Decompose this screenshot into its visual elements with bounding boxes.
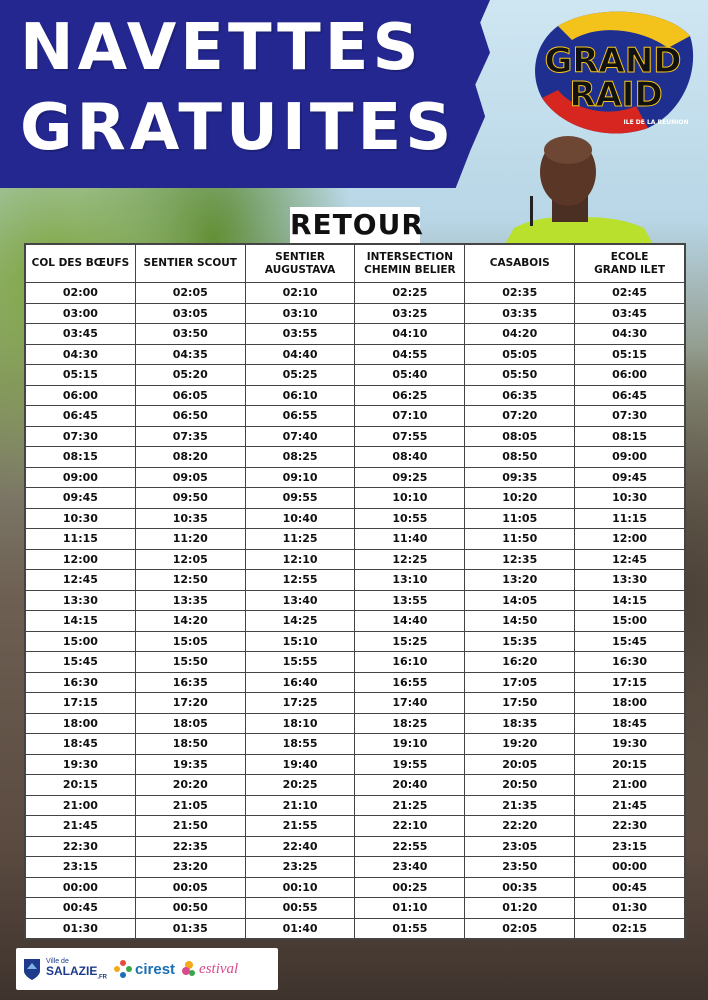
cirest-star-icon: [113, 958, 133, 980]
time-cell: 01:40: [245, 918, 355, 939]
time-cell: 17:15: [575, 672, 685, 693]
time-cell: 15:00: [575, 611, 685, 632]
table-row: [26, 693, 685, 714]
column-header: [355, 245, 465, 283]
time-cell: 20:50: [465, 775, 575, 796]
time-cell: 18:45: [26, 734, 136, 755]
time-cell: 18:45: [575, 713, 685, 734]
time-cell: 08:25: [245, 447, 355, 468]
time-cell: 02:15: [575, 918, 685, 939]
salazie-small-text: Ville de: [46, 957, 69, 965]
time-cell: 11:25: [245, 529, 355, 550]
table-row: [26, 283, 685, 304]
time-cell: 00:55: [245, 898, 355, 919]
time-cell: 02:25: [355, 283, 465, 304]
time-cell: 16:20: [465, 652, 575, 673]
time-cell: 05:25: [245, 365, 355, 386]
logo-line1: GRAND: [544, 41, 682, 81]
time-cell: 12:45: [575, 549, 685, 570]
time-cell: 00:35: [465, 877, 575, 898]
time-cell: 05:05: [465, 344, 575, 365]
time-cell: 14:40: [355, 611, 465, 632]
time-cell: 16:10: [355, 652, 465, 673]
time-cell: 18:25: [355, 713, 465, 734]
time-cell: 22:30: [26, 836, 136, 857]
time-cell: 11:50: [465, 529, 575, 550]
table-row: [26, 488, 685, 509]
time-cell: 07:20: [465, 406, 575, 427]
table-row: [26, 857, 685, 878]
time-cell: 13:30: [26, 590, 136, 611]
time-cell: 05:15: [26, 365, 136, 386]
time-cell: 00:50: [135, 898, 245, 919]
time-cell: 03:35: [465, 303, 575, 324]
time-cell: 22:35: [135, 836, 245, 857]
time-cell: 01:10: [355, 898, 465, 919]
table-row: [26, 467, 685, 488]
time-cell: 13:30: [575, 570, 685, 591]
time-cell: 07:10: [355, 406, 465, 427]
time-cell: 17:15: [26, 693, 136, 714]
page-title-line2: GRATUITES: [20, 91, 456, 165]
table-row: [26, 549, 685, 570]
time-cell: 08:40: [355, 447, 465, 468]
time-cell: 02:05: [465, 918, 575, 939]
time-cell: 06:45: [575, 385, 685, 406]
column-header-line: CASABOIS: [489, 257, 550, 270]
time-cell: 09:10: [245, 467, 355, 488]
time-cell: 06:50: [135, 406, 245, 427]
time-cell: 23:05: [465, 836, 575, 857]
table-row: [26, 570, 685, 591]
time-cell: 21:45: [26, 816, 136, 837]
time-cell: 17:40: [355, 693, 465, 714]
column-header: [135, 245, 245, 283]
salazie-name: SALAZIE: [46, 963, 98, 978]
time-cell: 09:35: [465, 467, 575, 488]
time-cell: 09:45: [26, 488, 136, 509]
time-cell: 06:45: [26, 406, 136, 427]
time-cell: 23:40: [355, 857, 465, 878]
time-cell: 00:00: [575, 857, 685, 878]
time-cell: 19:20: [465, 734, 575, 755]
time-cell: 03:10: [245, 303, 355, 324]
estival-logo: [181, 959, 238, 979]
time-cell: 06:35: [465, 385, 575, 406]
time-cell: 04:40: [245, 344, 355, 365]
table-header-row: [26, 245, 685, 283]
time-cell: 07:30: [575, 406, 685, 427]
time-cell: 00:00: [26, 877, 136, 898]
logo-tagline: ILE DE LA REUNION: [623, 119, 689, 126]
time-cell: 02:05: [135, 283, 245, 304]
time-cell: 18:00: [575, 693, 685, 714]
schedule-table: [25, 244, 685, 939]
time-cell: 03:50: [135, 324, 245, 345]
time-cell: 15:10: [245, 631, 355, 652]
cirest-name: cirest: [135, 960, 176, 978]
time-cell: 10:30: [575, 488, 685, 509]
time-cell: 21:45: [575, 795, 685, 816]
time-cell: 20:40: [355, 775, 465, 796]
time-cell: 02:35: [465, 283, 575, 304]
time-cell: 23:25: [245, 857, 355, 878]
time-cell: 18:50: [135, 734, 245, 755]
time-cell: 12:45: [26, 570, 136, 591]
table-row: [26, 324, 685, 345]
time-cell: 01:20: [465, 898, 575, 919]
column-header: [575, 245, 685, 283]
time-cell: 05:40: [355, 365, 465, 386]
column-header-line: ECOLE: [610, 250, 649, 263]
time-cell: 11:40: [355, 529, 465, 550]
column-header: [465, 245, 575, 283]
time-cell: 23:20: [135, 857, 245, 878]
table-row: [26, 508, 685, 529]
column-header-line: INTERSECTION: [366, 250, 454, 263]
table-row: [26, 816, 685, 837]
time-cell: 03:45: [26, 324, 136, 345]
time-cell: 19:10: [355, 734, 465, 755]
time-cell: 13:10: [355, 570, 465, 591]
time-cell: 14:15: [575, 590, 685, 611]
time-cell: 21:55: [245, 816, 355, 837]
time-cell: 19:35: [135, 754, 245, 775]
sponsor-footer: [16, 948, 278, 990]
time-cell: 21:35: [465, 795, 575, 816]
time-cell: 23:15: [26, 857, 136, 878]
time-cell: 16:30: [26, 672, 136, 693]
runner-illustration: [504, 136, 654, 246]
time-cell: 15:35: [465, 631, 575, 652]
time-cell: 01:55: [355, 918, 465, 939]
table-row: [26, 529, 685, 550]
time-cell: 15:45: [575, 631, 685, 652]
time-cell: 13:40: [245, 590, 355, 611]
time-cell: 03:25: [355, 303, 465, 324]
time-cell: 10:30: [26, 508, 136, 529]
time-cell: 17:50: [465, 693, 575, 714]
time-cell: 14:25: [245, 611, 355, 632]
table-row: [26, 877, 685, 898]
time-cell: 13:20: [465, 570, 575, 591]
time-cell: 10:40: [245, 508, 355, 529]
time-cell: 08:05: [465, 426, 575, 447]
time-cell: 04:30: [26, 344, 136, 365]
time-cell: 14:50: [465, 611, 575, 632]
time-cell: 15:25: [355, 631, 465, 652]
grand-raid-logo: [528, 6, 698, 138]
table-row: [26, 713, 685, 734]
table-row: [26, 590, 685, 611]
time-cell: 14:20: [135, 611, 245, 632]
time-cell: 12:35: [465, 549, 575, 570]
time-cell: 03:55: [245, 324, 355, 345]
time-cell: 02:45: [575, 283, 685, 304]
time-cell: 15:50: [135, 652, 245, 673]
time-cell: 18:10: [245, 713, 355, 734]
table-row: [26, 795, 685, 816]
time-cell: 22:10: [355, 816, 465, 837]
time-cell: 06:25: [355, 385, 465, 406]
time-cell: 23:50: [465, 857, 575, 878]
table-row: [26, 611, 685, 632]
time-cell: 09:00: [26, 467, 136, 488]
time-cell: 08:50: [465, 447, 575, 468]
time-cell: 21:00: [26, 795, 136, 816]
time-cell: 03:05: [135, 303, 245, 324]
time-cell: 09:00: [575, 447, 685, 468]
time-cell: 00:25: [355, 877, 465, 898]
time-cell: 14:15: [26, 611, 136, 632]
table-row: [26, 672, 685, 693]
time-cell: 21:00: [575, 775, 685, 796]
estival-name: estival: [199, 960, 239, 977]
table-row: [26, 447, 685, 468]
time-cell: 04:20: [465, 324, 575, 345]
column-header-line: AUGUSTAVA: [264, 263, 336, 276]
time-cell: 07:35: [135, 426, 245, 447]
table-row: [26, 652, 685, 673]
time-cell: 11:20: [135, 529, 245, 550]
time-cell: 22:55: [355, 836, 465, 857]
time-cell: 04:10: [355, 324, 465, 345]
column-header-line: COL DES BŒUFS: [31, 257, 130, 270]
time-cell: 19:40: [245, 754, 355, 775]
time-cell: 15:00: [26, 631, 136, 652]
table-row: [26, 426, 685, 447]
time-cell: 21:25: [355, 795, 465, 816]
time-cell: 05:15: [575, 344, 685, 365]
time-cell: 10:20: [465, 488, 575, 509]
time-cell: 20:20: [135, 775, 245, 796]
time-cell: 02:10: [245, 283, 355, 304]
time-cell: 09:25: [355, 467, 465, 488]
section-title: RETOUR: [290, 208, 424, 241]
time-cell: 18:55: [245, 734, 355, 755]
time-cell: 05:20: [135, 365, 245, 386]
time-cell: 16:55: [355, 672, 465, 693]
time-cell: 10:55: [355, 508, 465, 529]
time-cell: 22:30: [575, 816, 685, 837]
time-cell: 04:30: [575, 324, 685, 345]
salazie-suffix: .FR: [97, 974, 108, 981]
estival-flower-icon: [181, 959, 197, 979]
table-row: [26, 898, 685, 919]
time-cell: 22:40: [245, 836, 355, 857]
table-row: [26, 344, 685, 365]
time-cell: 06:00: [575, 365, 685, 386]
time-cell: 04:55: [355, 344, 465, 365]
table-row: [26, 836, 685, 857]
time-cell: 14:05: [465, 590, 575, 611]
time-cell: 03:00: [26, 303, 136, 324]
time-cell: 13:55: [355, 590, 465, 611]
time-cell: 06:00: [26, 385, 136, 406]
time-cell: 12:25: [355, 549, 465, 570]
time-cell: 11:15: [575, 508, 685, 529]
table-row: [26, 303, 685, 324]
time-cell: 18:00: [26, 713, 136, 734]
time-cell: 20:25: [245, 775, 355, 796]
time-cell: 06:55: [245, 406, 355, 427]
time-cell: 01:35: [135, 918, 245, 939]
time-cell: 16:30: [575, 652, 685, 673]
time-cell: 17:25: [245, 693, 355, 714]
time-cell: 11:05: [465, 508, 575, 529]
column-header-line: SENTIER: [275, 250, 325, 263]
time-cell: 06:05: [135, 385, 245, 406]
table-body: [26, 283, 685, 939]
time-cell: 09:45: [575, 467, 685, 488]
time-cell: 19:30: [575, 734, 685, 755]
cirest-logo: [113, 958, 175, 980]
time-cell: 04:35: [135, 344, 245, 365]
time-cell: 07:40: [245, 426, 355, 447]
time-cell: 19:55: [355, 754, 465, 775]
time-cell: 13:35: [135, 590, 245, 611]
time-cell: 22:20: [465, 816, 575, 837]
time-cell: 00:05: [135, 877, 245, 898]
time-cell: 03:45: [575, 303, 685, 324]
time-cell: 23:15: [575, 836, 685, 857]
time-cell: 15:45: [26, 652, 136, 673]
time-cell: 15:05: [135, 631, 245, 652]
time-cell: 08:15: [575, 426, 685, 447]
time-cell: 09:50: [135, 488, 245, 509]
column-header-line: SENTIER SCOUT: [143, 257, 237, 270]
salazie-crest-icon: [22, 957, 42, 981]
table-row: [26, 775, 685, 796]
time-cell: 18:35: [465, 713, 575, 734]
table-row: [26, 734, 685, 755]
column-header: [26, 245, 136, 283]
time-cell: 17:20: [135, 693, 245, 714]
logo-line2: RAID: [569, 75, 663, 115]
time-cell: 05:50: [465, 365, 575, 386]
time-cell: 08:20: [135, 447, 245, 468]
time-cell: 21:05: [135, 795, 245, 816]
time-cell: 02:00: [26, 283, 136, 304]
page-title-line1: NAVETTES: [20, 11, 423, 85]
time-cell: 12:10: [245, 549, 355, 570]
column-header-line: GRAND ILET: [594, 263, 666, 276]
time-cell: 10:35: [135, 508, 245, 529]
time-cell: 20:05: [465, 754, 575, 775]
time-cell: 12:50: [135, 570, 245, 591]
table-row: [26, 385, 685, 406]
time-cell: 00:45: [575, 877, 685, 898]
table-row: [26, 406, 685, 427]
time-cell: 10:10: [355, 488, 465, 509]
time-cell: 21:10: [245, 795, 355, 816]
time-cell: 09:55: [245, 488, 355, 509]
time-cell: 20:15: [575, 754, 685, 775]
time-cell: 17:05: [465, 672, 575, 693]
time-cell: 12:55: [245, 570, 355, 591]
time-cell: 06:10: [245, 385, 355, 406]
time-cell: 00:45: [26, 898, 136, 919]
time-cell: 20:15: [26, 775, 136, 796]
table-row: [26, 631, 685, 652]
time-cell: 12:05: [135, 549, 245, 570]
column-header-line: CHEMIN BELIER: [364, 263, 456, 276]
time-cell: 18:05: [135, 713, 245, 734]
time-cell: 21:50: [135, 816, 245, 837]
schedule-table-wrapper: [24, 243, 686, 940]
time-cell: 07:55: [355, 426, 465, 447]
time-cell: 19:30: [26, 754, 136, 775]
time-cell: 07:30: [26, 426, 136, 447]
time-cell: 16:35: [135, 672, 245, 693]
time-cell: 15:55: [245, 652, 355, 673]
time-cell: 12:00: [575, 529, 685, 550]
time-cell: 08:15: [26, 447, 136, 468]
time-cell: 11:15: [26, 529, 136, 550]
time-cell: 00:10: [245, 877, 355, 898]
column-header: [245, 245, 355, 283]
table-row: [26, 918, 685, 939]
table-row: [26, 754, 685, 775]
time-cell: 12:00: [26, 549, 136, 570]
salazie-logo: [22, 957, 107, 981]
time-cell: 01:30: [575, 898, 685, 919]
time-cell: 09:05: [135, 467, 245, 488]
time-cell: 01:30: [26, 918, 136, 939]
time-cell: 16:40: [245, 672, 355, 693]
table-row: [26, 365, 685, 386]
